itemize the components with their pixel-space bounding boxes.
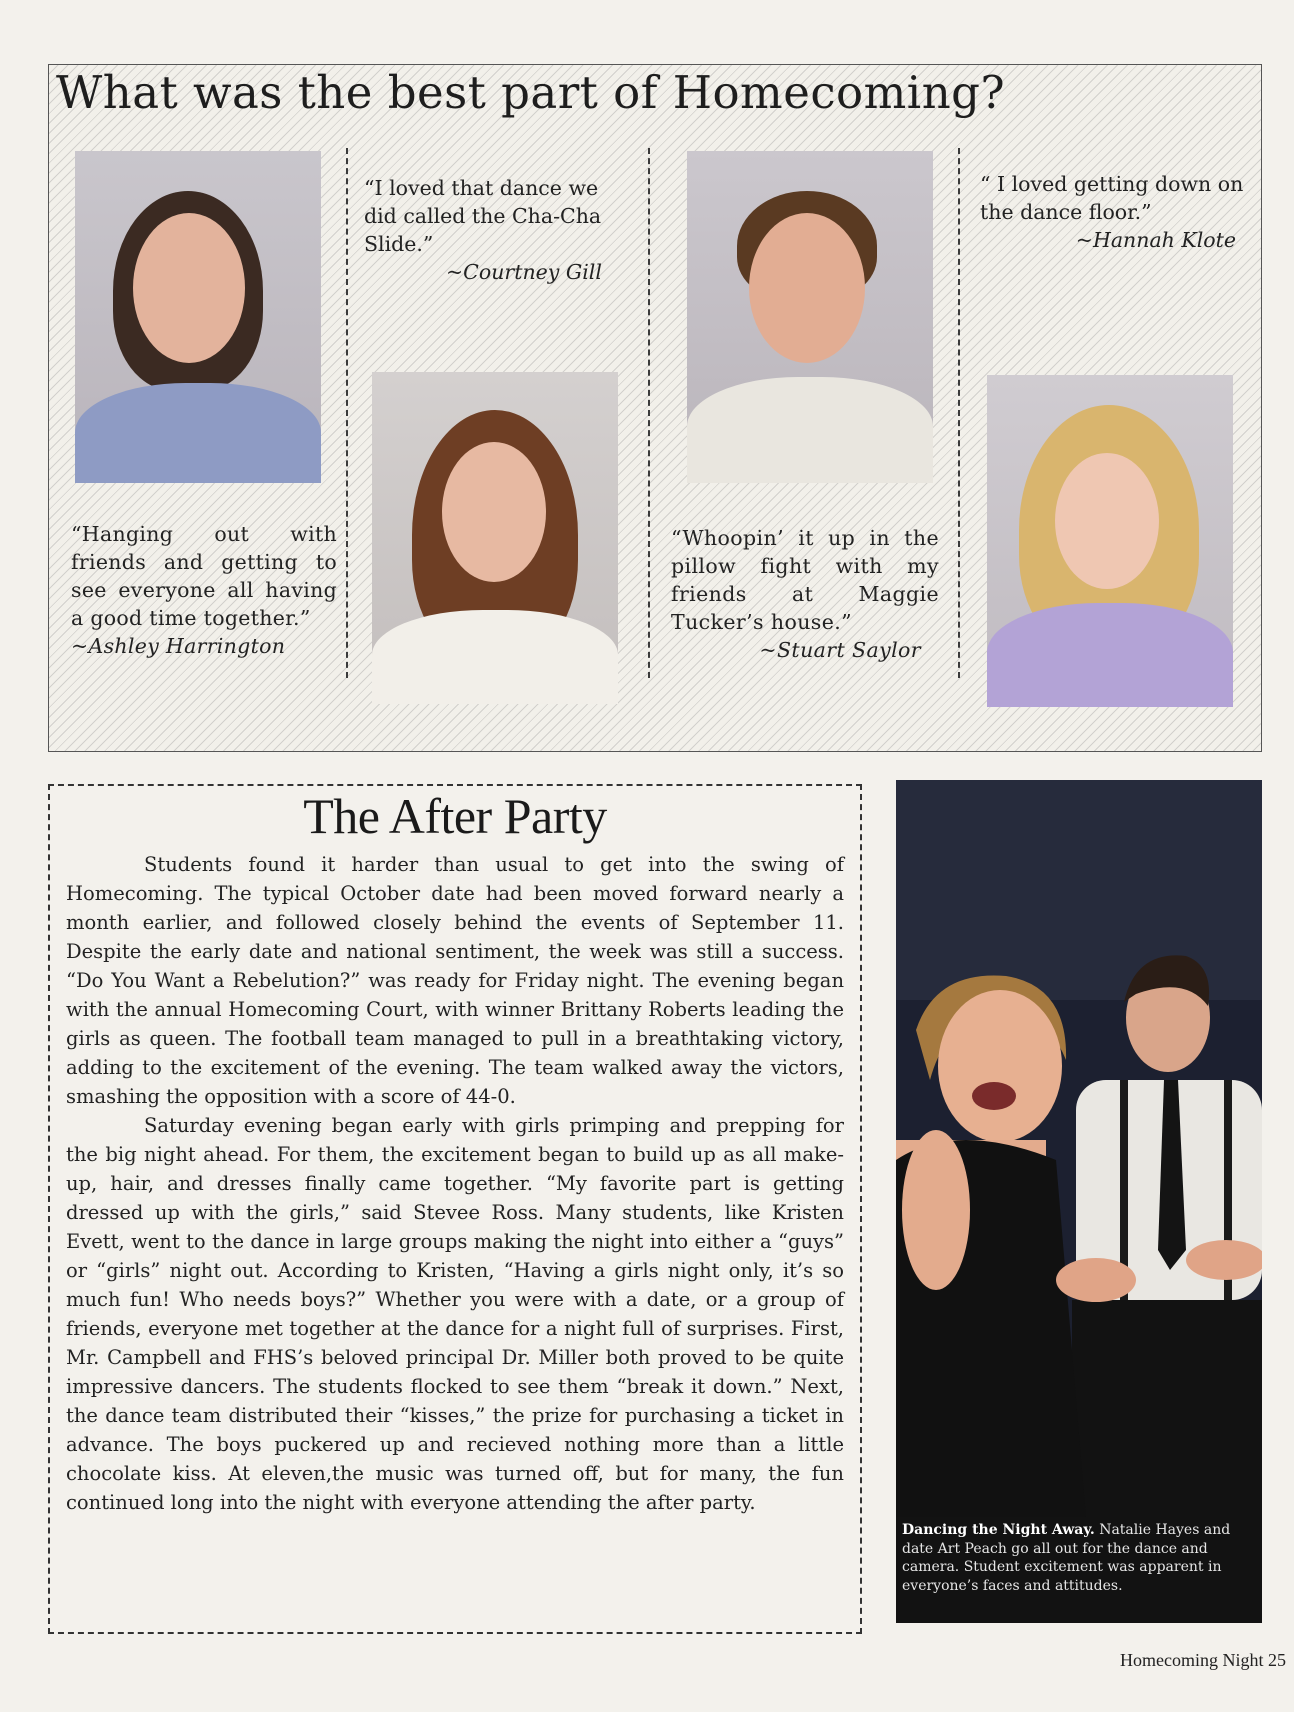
quote-courtney (364, 174, 630, 286)
quote-author: ~Stuart Saylor (759, 638, 921, 662)
column-divider (958, 148, 960, 678)
portrait-photo-ashley (75, 151, 321, 483)
page-footer: Homecoming Night 25 (1120, 1650, 1286, 1670)
quote-text: “ I loved getting down on the dance floor.” (980, 172, 1244, 224)
dance-photo (896, 780, 1262, 1517)
column-divider (648, 148, 650, 678)
survey-title: What was the best part of Homecoming? (56, 66, 1006, 119)
photo-caption (896, 1517, 1262, 1623)
quote-hannah (980, 170, 1248, 254)
quote-text: “Hanging out with friends and getting to see everyone all having a good time together.” (71, 522, 337, 630)
quote-stuart (671, 524, 939, 664)
dance-photo-illustration (896, 780, 1262, 1517)
article-title: The After Party (303, 788, 607, 844)
caption-text: Natalie Hayes and date Art Peach go all out for the dance and camera. Student excitement was apparent in everyone’s faces and attitudes. (902, 1522, 1231, 1594)
portrait-photo-hannah (987, 375, 1233, 707)
column-divider (346, 148, 348, 678)
quote-author: ~Ashley Harrington (71, 634, 286, 658)
portrait-photo-courtney (372, 372, 618, 704)
article-body (66, 850, 844, 1517)
portrait-photo-stuart (687, 151, 933, 483)
quote-ashley (71, 520, 337, 660)
quote-text: “Whoopin’ it up in the pillow fight with my friends at Maggie Tucker’s house.” (671, 526, 939, 634)
quote-author: ~Courtney Gill (446, 260, 602, 284)
caption-title: Dancing the Night Away. (902, 1522, 1095, 1538)
article-paragraph: Students found it harder than usual to get into the swing of Homecoming. The typical October date had been moved forward nearly a month earlier, and followed closely behind the events of September 11. Despite the early date and national sentiment, the week was still a success. “Do You Want a Rebelution?” was ready for Friday night. The evening began with the annual Homecoming Court, with winner Brittany Roberts leading the girls as queen. The football team managed to pull in a breathtaking victory, adding to the excitement of the evening. The team walked away the victors, smashing the opposition with a score of 44-0. (66, 853, 844, 1108)
article-paragraph: Saturday evening began early with girls primping and prepping for the big night ahead. For them, the excitement began to build up as all make-up, hair, and dresses finally came together. “My favorite part is getting dressed up with the girls,” said Stevee Ross. Many students, like Kristen Evett, went to the dance in large groups making the night into either a “guys” or “girls” night out. According to Kristen, “Having a girls night only, it’s so much fun! Who needs boys?” Whether you were with a date, or a group of friends, everyone met together at the dance for a night full of surprises. First, Mr. Campbell and FHS’s beloved principal Dr. Miller both proved to be quite impressive dancers. The students flocked to see them “break it down.” Next, the dance team distributed their “kisses,” the prize for purchasing a ticket in advance. The boys puckered up and recieved nothing more than a little chocolate kiss. At eleven,the music was turned off, but for many, the fun continued long into the night with everyone attending the after party. (66, 1114, 844, 1514)
quote-author: ~Hannah Klote (1075, 228, 1236, 252)
quote-text: “I loved that dance we did called the Cha-Cha Slide.” (364, 176, 602, 256)
